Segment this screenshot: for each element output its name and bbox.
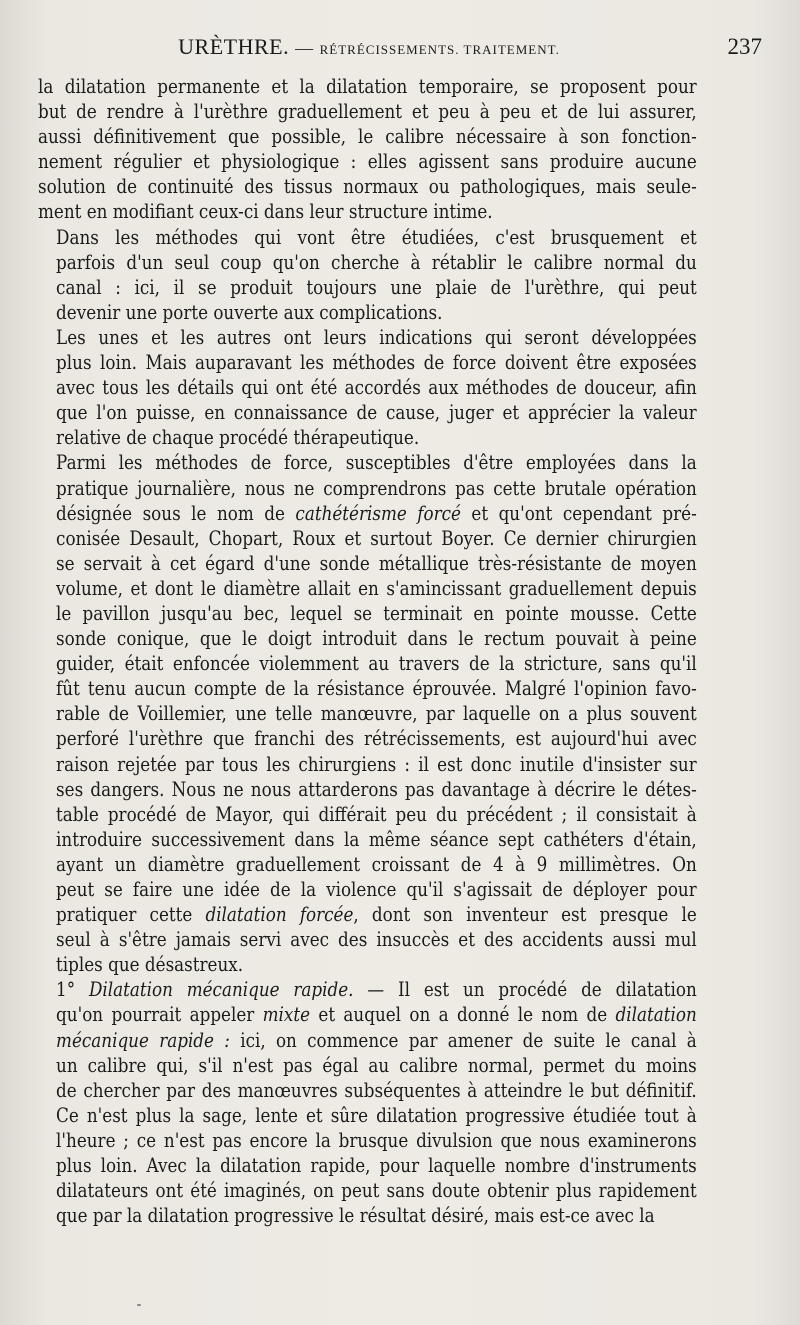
text-line: conisée Desault, Chopart, Roux et surtout Boyer. Ce dernier chirurgien	[56, 526, 697, 550]
text-line: solution de continuité des tissus normaux ou pathologiques, mais seule-	[38, 175, 697, 199]
text-line: mécanique rapide : ici, on commence par amener de suite le canal à	[56, 1028, 697, 1052]
header-title-block	[38, 34, 700, 60]
text-line: pratiquer cette dilatation forcée, dont son inventeur est presque le	[56, 903, 697, 927]
text-line: plus loin. Avec la dilatation rapide, pour laquelle nombre d'instruments	[56, 1154, 697, 1178]
running-header	[38, 34, 762, 66]
text-line: fût tenu aucun compte de la résistance éprouvée. Malgré l'opinion favo-	[56, 677, 697, 701]
text-line: introduire successivement dans la même séance sept cathéters d'étain,	[56, 827, 697, 851]
page-number: 237	[727, 34, 762, 59]
text-line: table procédé de Mayor, qui différait peu du précédent ; il consistait à	[56, 802, 697, 826]
text-line: l'heure ; ce n'est pas encore la brusque divulsion que nous examinerons	[56, 1128, 697, 1152]
text-line: de chercher par des manœuvres subséquentes à atteindre le but définitif.	[56, 1078, 697, 1102]
text-line: que l'on puisse, en connaissance de cause, juger et apprécier la valeur	[56, 401, 697, 425]
text-line: Parmi les méthodes de force, susceptibles d'être employées dans la	[56, 451, 697, 475]
text-line: que par la dilatation progressive le résultat désiré, mais est-ce avec la	[56, 1204, 655, 1228]
paragraph	[38, 977, 697, 1228]
text-line: la dilatation permanente et la dilatation temporaire, se proposent pour	[38, 75, 697, 98]
text-line: seul à s'être jamais servi avec des insuccès et des accidents aussi mul	[56, 928, 697, 952]
text-line: canal : ici, il se produit toujours une plaie de l'urèthre, qui peut	[56, 275, 697, 299]
text-line: relative de chaque procédé thérapeutique.	[56, 426, 420, 450]
text-line: ses dangers. Nous ne nous attarderons pas davantage à décrire le détes-	[56, 777, 697, 801]
text-line: devenir une porte ouverte aux complications.	[56, 300, 443, 324]
text-line: perforé l'urèthre que franchi des rétrécissements, est aujourd'hui avec	[56, 727, 697, 751]
text-line: ment en modifiant ceux-ci dans leur structure intime.	[38, 200, 493, 224]
text-line: Les unes et les autres ont leurs indications qui seront développées	[56, 325, 697, 349]
text-line: volume, et dont le diamètre allait en s'amincissant graduellement depuis	[56, 576, 697, 600]
text-line: parfois d'un seul coup qu'on cherche à rétablir le calibre normal du	[56, 250, 697, 274]
text-line: nement régulier et physiologique : elles agissent sans produire aucune	[38, 150, 697, 174]
text-line: 1° Dilatation mécanique rapide. — Il est un procédé de dilatation	[56, 978, 697, 1002]
text-line: un calibre qui, s'il n'est pas égal au calibre normal, permet du moins	[56, 1053, 697, 1077]
text-line: guider, était enfoncée violemment au travers de la stricture, sans qu'il	[56, 652, 697, 676]
print-speck	[137, 1304, 141, 1306]
text-line: tiples que désastreux.	[56, 953, 244, 977]
text-line: sonde conique, que le doigt introduit dans le rectum pouvait à peine	[56, 627, 697, 651]
text-line: peut se faire une idée de la violence qu'il s'agissait de déployer pour	[56, 878, 697, 901]
text-line: ayant un diamètre graduellement croissant de 4 à 9 millimètres. On	[56, 852, 697, 876]
text-line: raison rejetée par tous les chirurgiens : il est donc inutile d'insister sur	[56, 752, 697, 776]
paragraph	[38, 325, 697, 450]
text-line: plus loin. Mais auparavant les méthodes de force doivent être exposées	[56, 351, 697, 375]
text-line: désignée sous le nom de cathétérisme forcé et qu'ont cependant pré-	[56, 501, 697, 525]
text-line: but de rendre à l'urèthre graduellement et peu à peu et de lui assurer,	[38, 100, 697, 124]
text-line: se servait à cet égard d'une sonde métallique très-résistante de moyen	[56, 551, 697, 575]
text-line: avec tous les détails qui ont été accordés aux méthodes de douceur, afin	[56, 376, 697, 400]
text-line: aussi définitivement que possible, le calibre nécessaire à son fonction-	[38, 125, 697, 149]
header-subtitle: RÉTRÉCISSEMENTS. TRAITEMENT.	[319, 42, 560, 57]
header-title: URÈTHRE.	[178, 34, 290, 59]
paragraph	[38, 74, 697, 225]
text-line: dilatateurs ont été imaginés, on peut sans doute obtenir plus rapidement	[56, 1179, 697, 1203]
text-line: Ce n'est plus la sage, lente et sûre dilatation progressive étudiée tout à	[56, 1103, 697, 1127]
text-line: rable de Voillemier, une telle manœuvre, par laquelle on a plus souvent	[56, 702, 697, 726]
text-line: le pavillon jusqu'au bec, lequel se terminait en pointe mousse. Cette	[56, 601, 697, 625]
body-text	[38, 74, 697, 1228]
text-line: pratique journalière, nous ne comprendrons pas cette brutale opération	[56, 476, 697, 500]
header-dash: —	[295, 38, 314, 58]
paragraph	[38, 225, 697, 325]
text-line: Dans les méthodes qui vont être étudiées, c'est brusquement et	[56, 225, 697, 249]
text-line: qu'on pourrait appeler mixte et auquel on a donné le nom de dilatation	[56, 1003, 697, 1027]
paragraph	[38, 450, 697, 977]
